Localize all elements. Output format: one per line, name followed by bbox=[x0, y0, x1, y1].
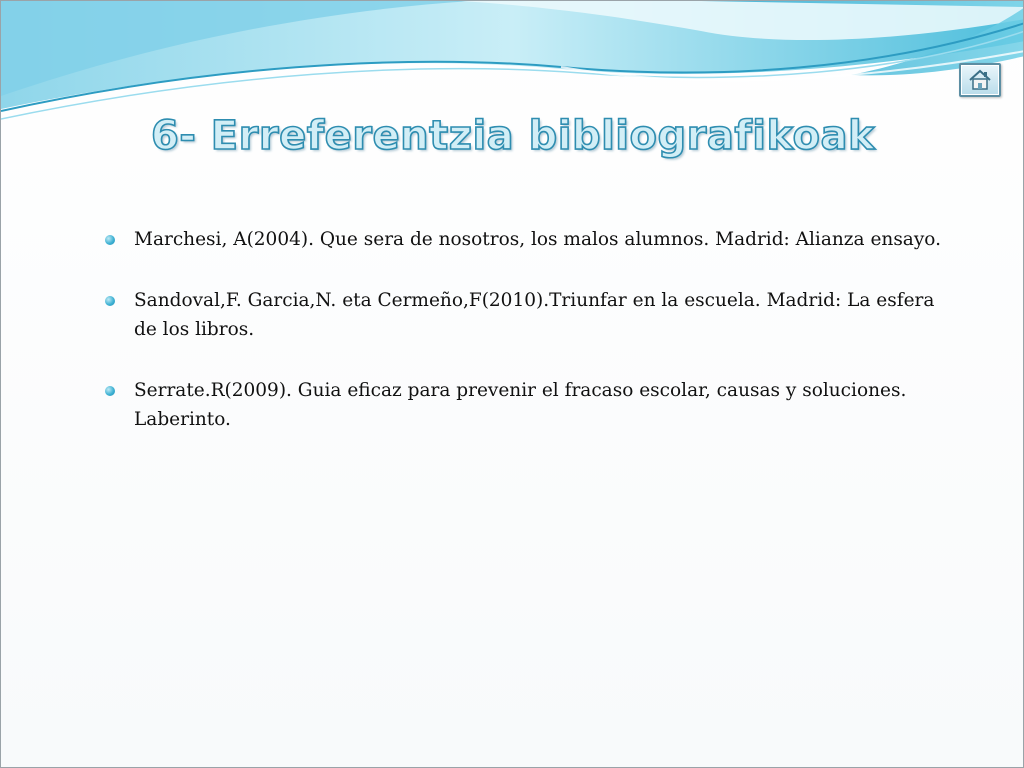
bullet-icon bbox=[105, 296, 115, 306]
reference-text: Marchesi, A(2004). Que sera de nosotros, los malos alumnos. Madrid: Alianza ensayo. bbox=[134, 229, 941, 250]
reference-item bbox=[105, 376, 955, 434]
reference-item bbox=[105, 225, 955, 254]
header-wave-decoration bbox=[1, 1, 1024, 131]
reference-item bbox=[105, 286, 955, 344]
reference-list bbox=[105, 225, 955, 466]
slide-title: 6- Erreferentzia bibliografikoak bbox=[150, 113, 876, 159]
reference-text: Serrate.R(2009). Guia eficaz para prevenir el fracaso escolar, causas y soluciones. Laberinto. bbox=[134, 380, 907, 430]
home-icon bbox=[968, 69, 992, 91]
bullet-icon bbox=[105, 235, 115, 245]
home-button[interactable] bbox=[959, 63, 1001, 97]
reference-text: Sandoval,F. Garcia,N. eta Cermeño,F(2010).Triunfar en la escuela. Madrid: La esfera de los libros. bbox=[134, 290, 935, 340]
bullet-icon bbox=[105, 386, 115, 396]
